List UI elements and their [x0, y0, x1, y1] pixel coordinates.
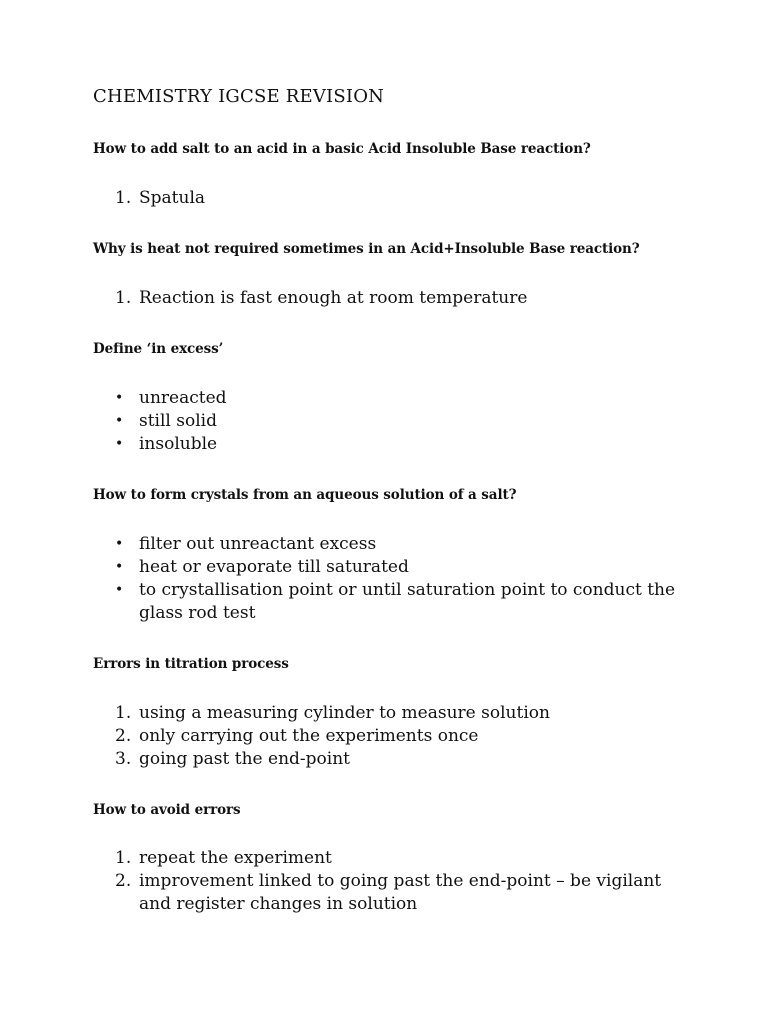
list-number: 2.: [115, 726, 132, 746]
list-item: [93, 579, 683, 625]
list-item-text: filter out unreactant excess: [139, 534, 377, 554]
answer-list: [93, 187, 683, 210]
list-item: [93, 870, 683, 916]
question-heading: Define ‘in excess’: [93, 341, 224, 357]
bullet-icon: •: [115, 559, 124, 575]
list-number: 2.: [115, 871, 132, 891]
list-item: [93, 725, 683, 748]
question-heading: Errors in titration process: [93, 656, 289, 672]
question-heading: How to add salt to an acid in a basic Acid Insoluble Base reaction?: [93, 141, 591, 157]
list-number: 1.: [115, 848, 132, 868]
list-item-text: heat or evaporate till saturated: [139, 557, 409, 577]
list-item: [93, 433, 683, 456]
list-item-text: improvement linked to going past the end-point – be vigilant and register changes in solution: [139, 871, 662, 914]
list-item: [93, 556, 683, 579]
bullet-icon: •: [115, 582, 124, 598]
answer-list: [93, 287, 683, 310]
question-heading: How to form crystals from an aqueous solution of a salt?: [93, 487, 517, 503]
answer-list: [93, 387, 683, 456]
list-item-text: going past the end-point: [139, 749, 350, 769]
bullet-icon: •: [115, 436, 124, 452]
bullet-icon: •: [115, 390, 124, 406]
list-number: 1.: [115, 188, 132, 208]
list-item-text: Reaction is fast enough at room temperature: [139, 288, 528, 308]
list-item-text: still solid: [139, 411, 217, 431]
list-item-text: insoluble: [139, 434, 218, 454]
list-item-text: unreacted: [139, 388, 227, 408]
question-heading: Why is heat not required sometimes in an Acid+Insoluble Base reaction?: [93, 241, 640, 257]
list-item: [93, 287, 683, 310]
list-item-text: Spatula: [139, 188, 206, 208]
answer-list: [93, 702, 683, 771]
list-item: [93, 533, 683, 556]
list-item-text: to crystallisation point or until saturation point to conduct the glass rod test: [139, 580, 676, 623]
question-heading: How to avoid errors: [93, 802, 241, 818]
list-item: [93, 702, 683, 725]
list-item: [93, 187, 683, 210]
list-number: 1.: [115, 703, 132, 723]
list-item: [93, 410, 683, 433]
answer-list: [93, 533, 683, 625]
bullet-icon: •: [115, 413, 124, 429]
bullet-icon: •: [115, 536, 124, 552]
list-item-text: only carrying out the experiments once: [139, 726, 479, 746]
list-number: 3.: [115, 749, 132, 769]
list-item-text: repeat the experiment: [139, 848, 332, 868]
list-item: [93, 748, 683, 771]
list-item: [93, 847, 683, 870]
list-number: 1.: [115, 288, 132, 308]
page-title: CHEMISTRY IGCSE REVISION: [93, 86, 385, 107]
list-item-text: using a measuring cylinder to measure solution: [139, 703, 550, 723]
list-item: [93, 387, 683, 410]
answer-list: [93, 847, 683, 916]
